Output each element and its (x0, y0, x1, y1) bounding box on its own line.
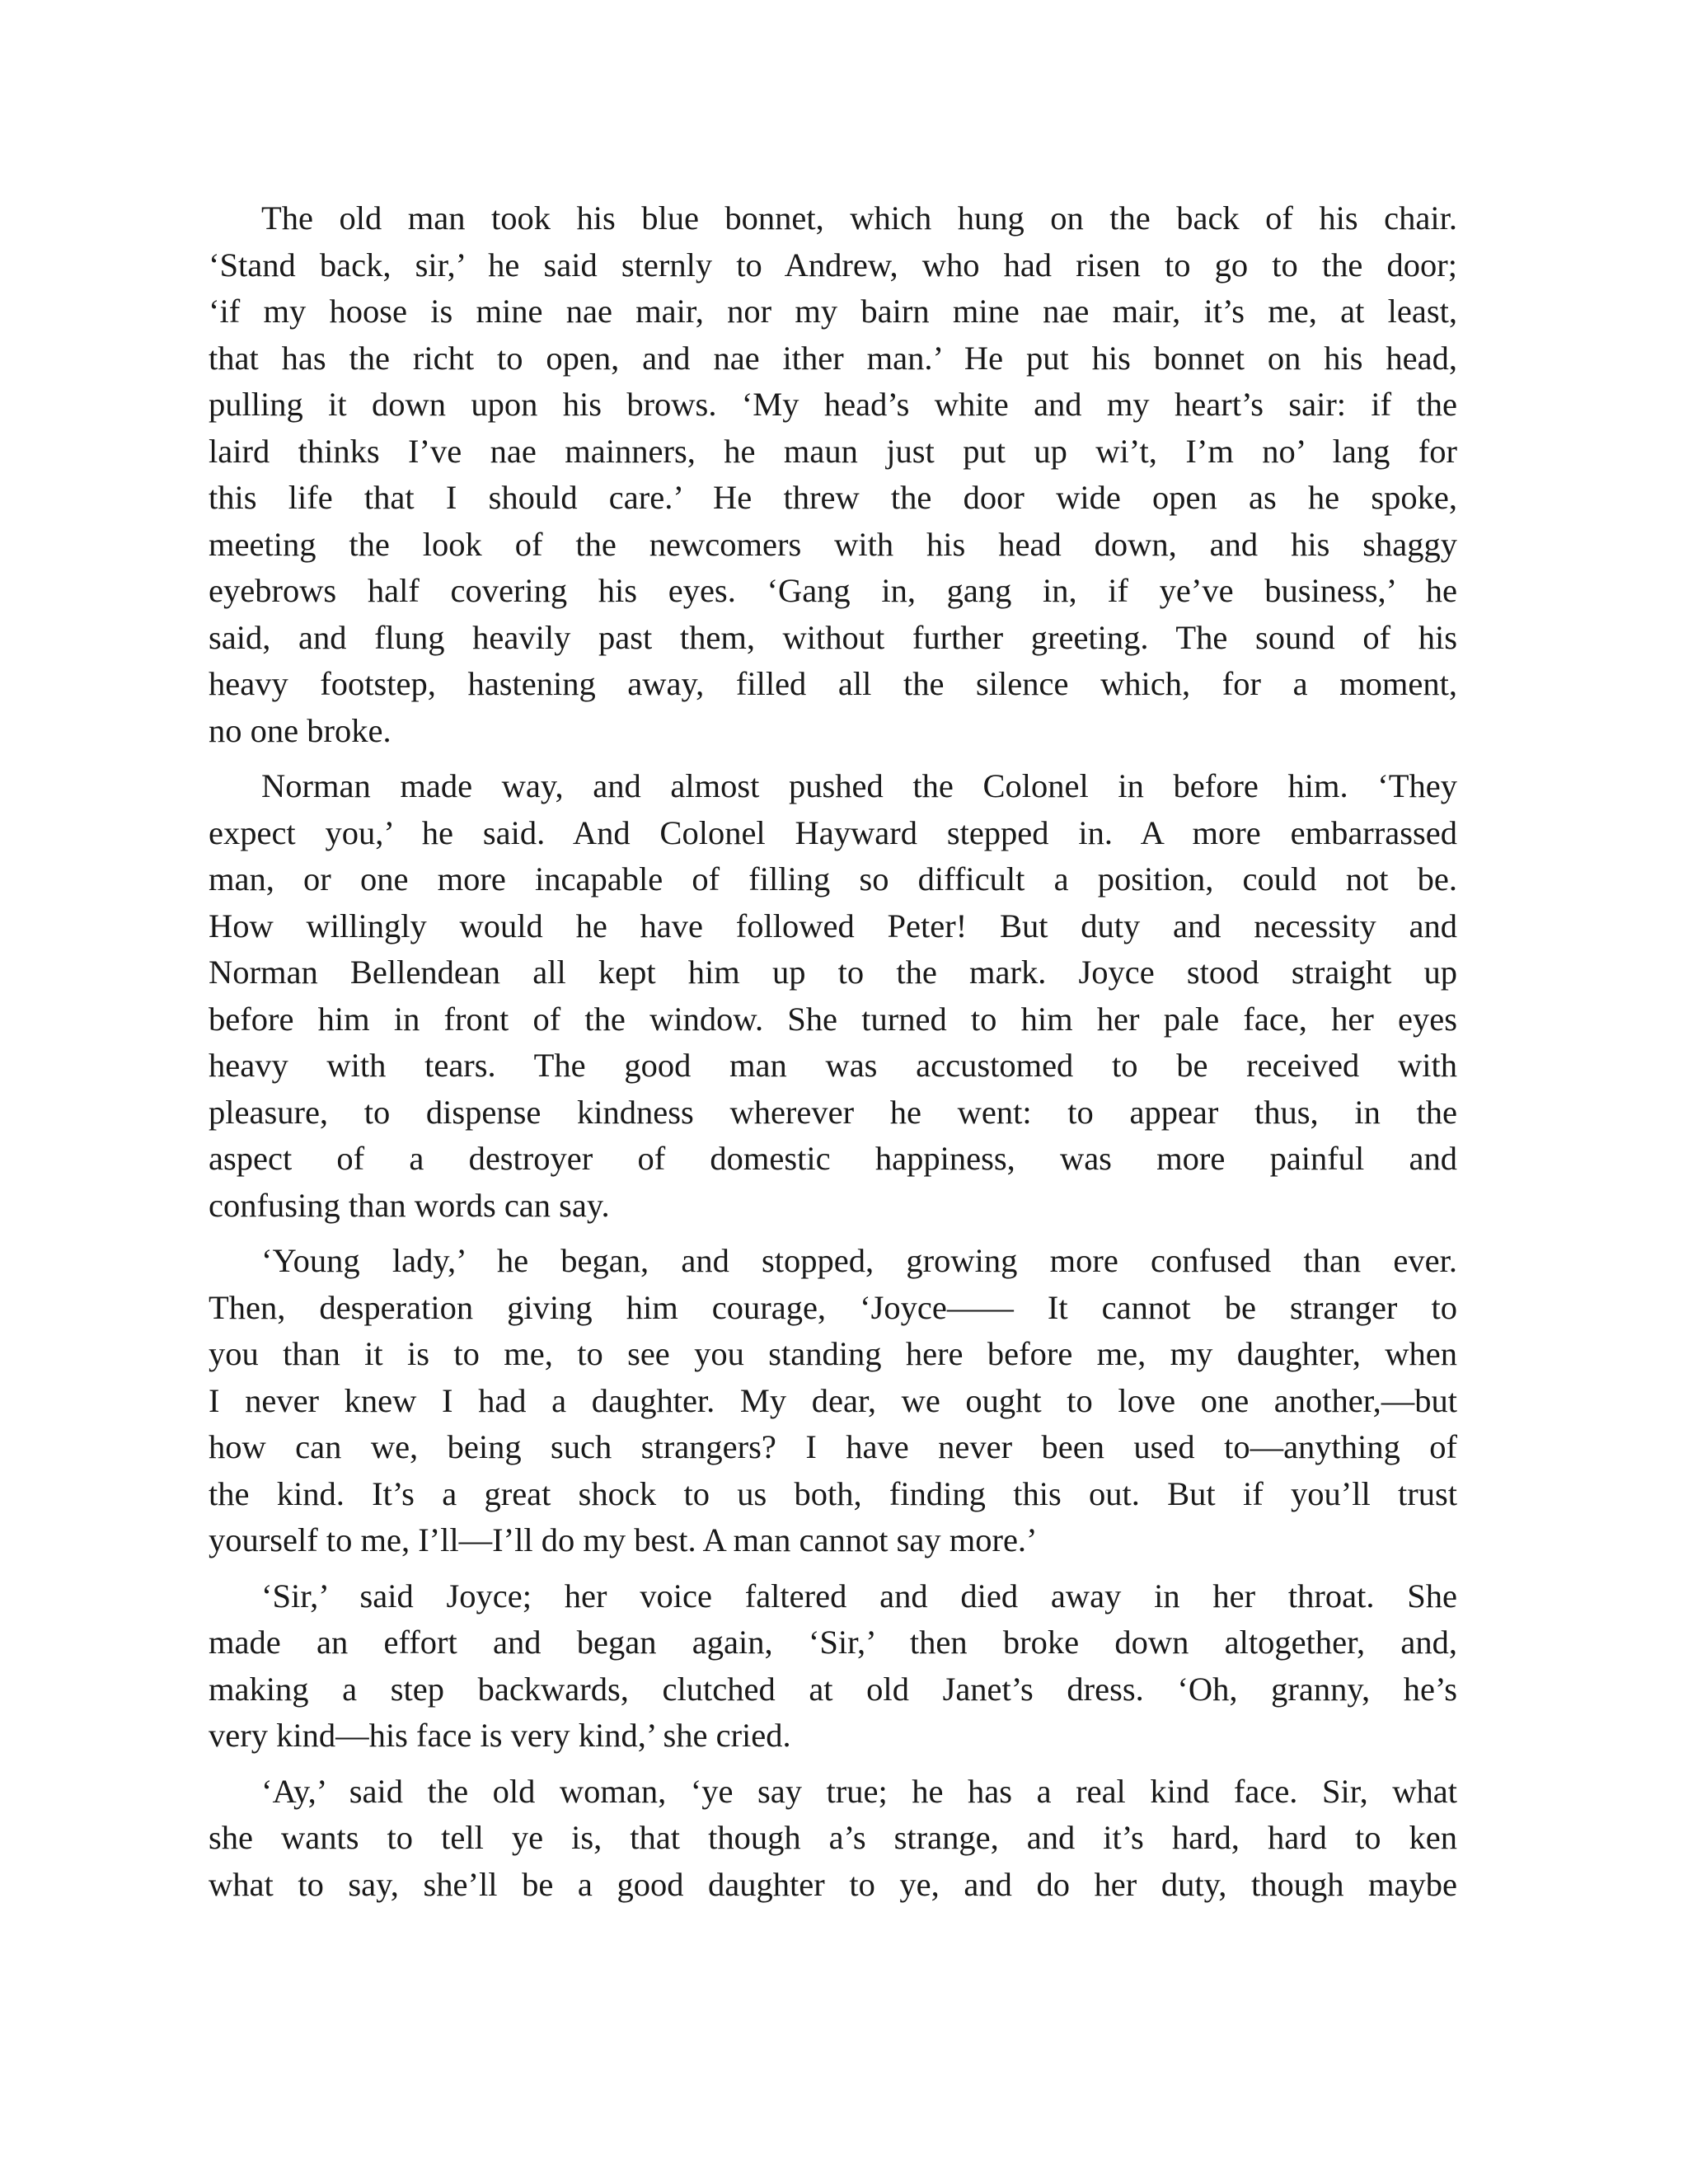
text-line: ‘Sir,’ said Joyce; her voice faltered and died away in her throat. She (261, 1577, 1457, 1615)
text-line: laird thinks I’ve nae mainners, he maun just put up wi’t, I’m no’ lang for (209, 432, 1457, 470)
text-line: the kind. It’s a great shock to us both, finding this out. But if you’ll trust (209, 1474, 1457, 1512)
text-line: what to say, she’ll be a good daughter to ye, and do her duty, though maybe (209, 1865, 1457, 1903)
text-line: making a step backwards, clutched at old Janet’s dress. ‘Oh, granny, he’s (209, 1670, 1457, 1708)
text-line: ‘Young lady,’ he began, and stopped, growing more confused than ever. (261, 1242, 1457, 1279)
text-line: made an effort and began again, ‘Sir,’ then broke down altogether, and, (209, 1624, 1457, 1661)
paragraph-2 (209, 763, 1457, 1229)
text-line: yourself to me, I’ll—I’ll do my best. A man cannot say more.’ (209, 1521, 1038, 1558)
text-line: confusing than words can say. (209, 1186, 610, 1224)
text-line: expect you,’ he said. And Colonel Hayward stepped in. A more embarrassed (209, 813, 1457, 851)
text-line: heavy footstep, hastening away, filled all the silence which, for a moment, (209, 665, 1457, 702)
text-line: before him in front of the window. She turned to him her pale face, her eyes (209, 1000, 1457, 1038)
text-line: this life that I should care.’ He threw the door wide open as he spoke, (209, 479, 1457, 516)
paragraph-4 (209, 1573, 1457, 1760)
page-body-text (209, 195, 1457, 1917)
text-line: How willingly would he have followed Peter! But duty and necessity and (209, 907, 1457, 944)
text-line: Then, desperation giving him courage, ‘Joyce—— It cannot be stranger to (209, 1288, 1457, 1326)
text-line: ‘Ay,’ said the old woman, ‘ye say true; he has a real kind face. Sir, what (261, 1772, 1457, 1810)
text-line: meeting the look of the newcomers with his head down, and his shaggy (209, 525, 1457, 563)
text-line: ‘Stand back, sir,’ he said sternly to Andrew, who had risen to go to the door; (209, 246, 1457, 284)
paragraph-3 (209, 1238, 1457, 1564)
text-line: ‘if my hoose is mine nae mair, nor my bairn mine nae mair, it’s me, at least, (209, 293, 1457, 330)
text-line: no one broke. (209, 711, 392, 749)
text-line: Norman Bellendean all kept him up to the mark. Joyce stood straight up (209, 954, 1457, 991)
text-line: The old man took his blue bonnet, which hung on the back of his chair. (261, 199, 1457, 237)
paragraph-1 (209, 195, 1457, 754)
text-line: that has the richt to open, and nae ither man.’ He put his bonnet on his head, (209, 339, 1457, 377)
text-line: pleasure, to dispense kindness wherever he went: to appear thus, in the (209, 1093, 1457, 1131)
text-line: heavy with tears. The good man was accustomed to be received with (209, 1047, 1457, 1084)
text-line: aspect of a destroyer of domestic happiness, was more painful and (209, 1140, 1457, 1177)
text-line: Norman made way, and almost pushed the Colonel in before him. ‘They (261, 767, 1457, 804)
text-line: how can we, being such strangers? I have never been used to—anything of (209, 1428, 1457, 1465)
text-line: you than it is to me, to see you standing here before me, my daughter, when (209, 1335, 1457, 1372)
text-line: said, and flung heavily past them, without further greeting. The sound of his (209, 618, 1457, 656)
text-line: eyebrows half covering his eyes. ‘Gang in, gang in, if ye’ve business,’ he (209, 572, 1457, 609)
text-line: she wants to tell ye is, that though a’s strange, and it’s hard, hard to ken (209, 1819, 1457, 1856)
text-line: very kind—his face is very kind,’ she cried. (209, 1717, 791, 1754)
text-line: man, or one more incapable of filling so difficult a position, could not be. (209, 860, 1457, 898)
text-line: pulling it down upon his brows. ‘My head’s white and my heart’s sair: if the (209, 386, 1457, 423)
text-line: I never knew I had a daughter. My dear, we ought to love one another,—but (209, 1381, 1457, 1419)
paragraph-5 (209, 1769, 1457, 1909)
